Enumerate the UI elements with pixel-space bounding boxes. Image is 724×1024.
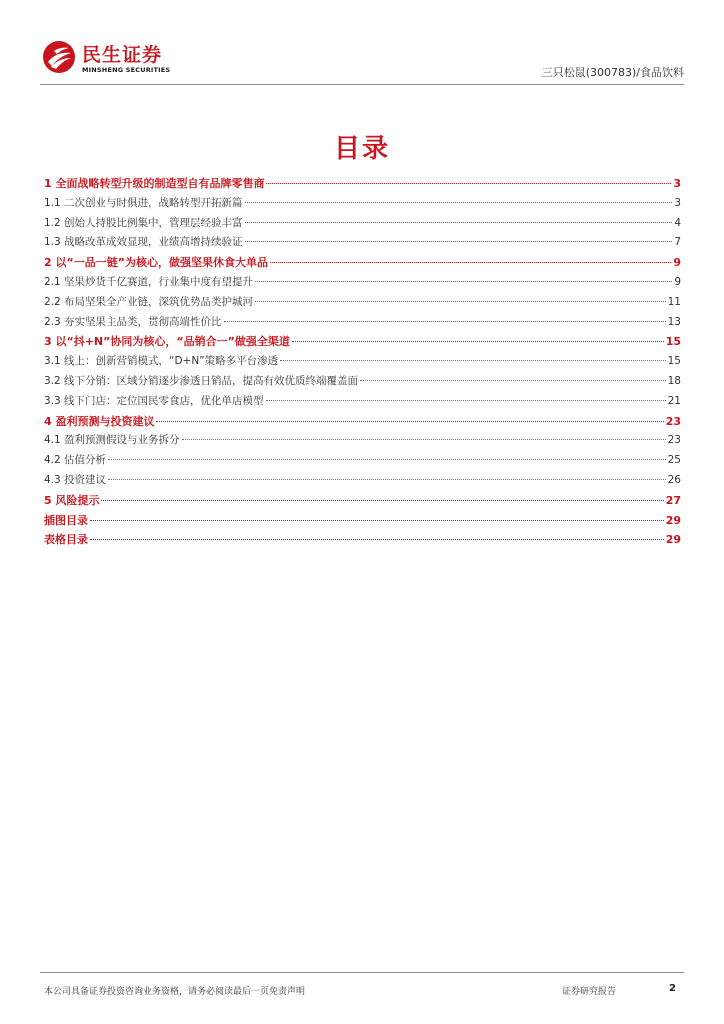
toc-entry-title: 2.2 布局坚果全产业链，深筑优势品类护城河 xyxy=(44,295,254,308)
header-divider xyxy=(40,84,684,85)
toc-dot-leader xyxy=(255,281,672,282)
toc-dot-leader xyxy=(90,520,664,521)
report-tag: 三只松鼠(300783)/食品饮料 xyxy=(541,66,684,79)
toc-page-number: 23 xyxy=(667,434,681,447)
logo-english-name: MINSHENG SECURITIES xyxy=(82,66,171,74)
toc-page-number: 3 xyxy=(674,196,681,209)
toc-page-number: 27 xyxy=(665,493,681,507)
toc-dot-leader xyxy=(255,301,666,302)
toc-page-number: 26 xyxy=(667,473,681,486)
toc-entry-subsection[interactable] xyxy=(44,195,681,215)
toc-dot-leader xyxy=(101,500,663,501)
toc-entry-title: 1.1 二次创业与时俱进，战略转型开拓新篇 xyxy=(44,196,243,209)
toc-dot-leader xyxy=(266,400,666,401)
toc-page-number: 9 xyxy=(673,256,681,270)
toc-entry-subsection[interactable] xyxy=(44,314,681,334)
toc-page-number: 11 xyxy=(667,295,681,308)
toc-dot-leader xyxy=(292,341,664,342)
toc-entry-title: 3.1 线上：创新营销模式，“D+N”策略多平台渗透 xyxy=(44,355,279,368)
toc-entry-title: 1.2 创始人持股比例集中，管理层经验丰富 xyxy=(44,216,243,229)
toc-entry-title: 2 以“一品一链”为核心，做强坚果休食大单品 xyxy=(44,256,268,270)
page-number: 2 xyxy=(669,983,676,994)
toc-dot-leader xyxy=(90,539,664,540)
toc-entry-subsection[interactable] xyxy=(44,432,681,452)
toc-title: 目录 xyxy=(333,134,390,164)
toc-entry-title: 插图目录 xyxy=(44,513,88,527)
toc-entry-title: 4.1 盈利预测假设与业务拆分 xyxy=(44,434,180,447)
toc-page-number: 9 xyxy=(674,275,681,288)
toc-entry-section[interactable] xyxy=(44,531,681,551)
toc-entry-title: 4.2 估值分析 xyxy=(44,454,107,467)
toc-page-number: 29 xyxy=(665,533,681,547)
toc-entry-section[interactable] xyxy=(44,413,681,433)
toc-entry-title: 1.3 战略改革成效显现，业绩高增持续验证 xyxy=(44,236,243,249)
toc-entry-subsection[interactable] xyxy=(44,373,681,393)
toc-entry-title: 3 以“抖+N”协同为核心，“品销合一”做强全渠道 xyxy=(44,335,290,349)
toc-entry-title: 1 全面战略转型升级的制造型自有品牌零售商 xyxy=(44,177,265,190)
toc-entry-subsection[interactable] xyxy=(44,472,681,492)
page-header xyxy=(40,38,684,84)
footer-report-type: 证券研究报告 xyxy=(562,987,617,997)
toc-page-number: 23 xyxy=(665,414,681,428)
toc-entry-title: 2.1 坚果炒货千亿赛道，行业集中度有望提升 xyxy=(44,275,254,288)
table-of-contents xyxy=(44,175,681,551)
toc-page-number: 15 xyxy=(665,335,681,349)
minsheng-logo-icon xyxy=(42,40,76,74)
toc-dot-leader xyxy=(245,202,673,203)
toc-entry-title: 3.2 线下分销：区域分销逐步渗透日销品，提高有效优质终端覆盖面 xyxy=(44,374,359,387)
toc-entry-title: 4 盈利预测与投资建议 xyxy=(44,414,155,428)
toc-page-number: 29 xyxy=(665,513,681,527)
toc-page-number: 3 xyxy=(673,177,681,190)
toc-dot-leader xyxy=(156,421,663,422)
toc-entry-title: 4.3 投资建议 xyxy=(44,473,107,486)
toc-entry-subsection[interactable] xyxy=(44,294,681,314)
toc-entry-section[interactable] xyxy=(44,333,681,353)
toc-page-number: 7 xyxy=(674,236,681,249)
toc-entry-subsection[interactable] xyxy=(44,393,681,413)
toc-dot-leader xyxy=(245,241,673,242)
toc-dot-leader xyxy=(182,439,666,440)
toc-dot-leader xyxy=(245,222,673,223)
toc-entry-title: 2.3 夯实坚果主品类，贯彻高端性价比 xyxy=(44,315,222,328)
toc-entry-subsection[interactable] xyxy=(44,215,681,235)
toc-page-number: 25 xyxy=(667,454,681,467)
toc-dot-leader xyxy=(360,380,666,381)
logo-chinese-name: 民生证券 xyxy=(82,44,163,66)
toc-page-number: 13 xyxy=(667,315,681,328)
toc-entry-section[interactable] xyxy=(44,512,681,532)
company-logo xyxy=(40,38,210,78)
toc-entry-section[interactable] xyxy=(44,254,681,274)
toc-page-number: 15 xyxy=(667,355,681,368)
toc-entry-subsection[interactable] xyxy=(44,353,681,373)
toc-page-number: 21 xyxy=(667,394,681,407)
toc-dot-leader xyxy=(224,321,666,322)
toc-entry-title: 3.3 线下门店：定位国民零食店，优化单店模型 xyxy=(44,394,264,407)
toc-entry-section[interactable] xyxy=(44,492,681,512)
toc-dot-leader xyxy=(108,479,666,480)
toc-entry-title: 5 风险提示 xyxy=(44,493,100,507)
toc-dot-leader xyxy=(270,262,671,263)
toc-entry-title: 表格目录 xyxy=(44,533,88,547)
toc-dot-leader xyxy=(280,360,665,361)
toc-page-number: 18 xyxy=(667,374,681,387)
footer-disclaimer: 本公司具备证券投资咨询业务资格，请务必阅读最后一页免责声明 xyxy=(44,987,306,997)
toc-page-number: 4 xyxy=(674,216,681,229)
footer-divider xyxy=(40,972,684,973)
toc-dot-leader xyxy=(266,183,671,184)
toc-entry-subsection[interactable] xyxy=(44,452,681,472)
toc-entry-subsection[interactable] xyxy=(44,274,681,294)
toc-entry-section[interactable] xyxy=(44,175,681,195)
toc-dot-leader xyxy=(108,459,666,460)
toc-entry-subsection[interactable] xyxy=(44,234,681,254)
